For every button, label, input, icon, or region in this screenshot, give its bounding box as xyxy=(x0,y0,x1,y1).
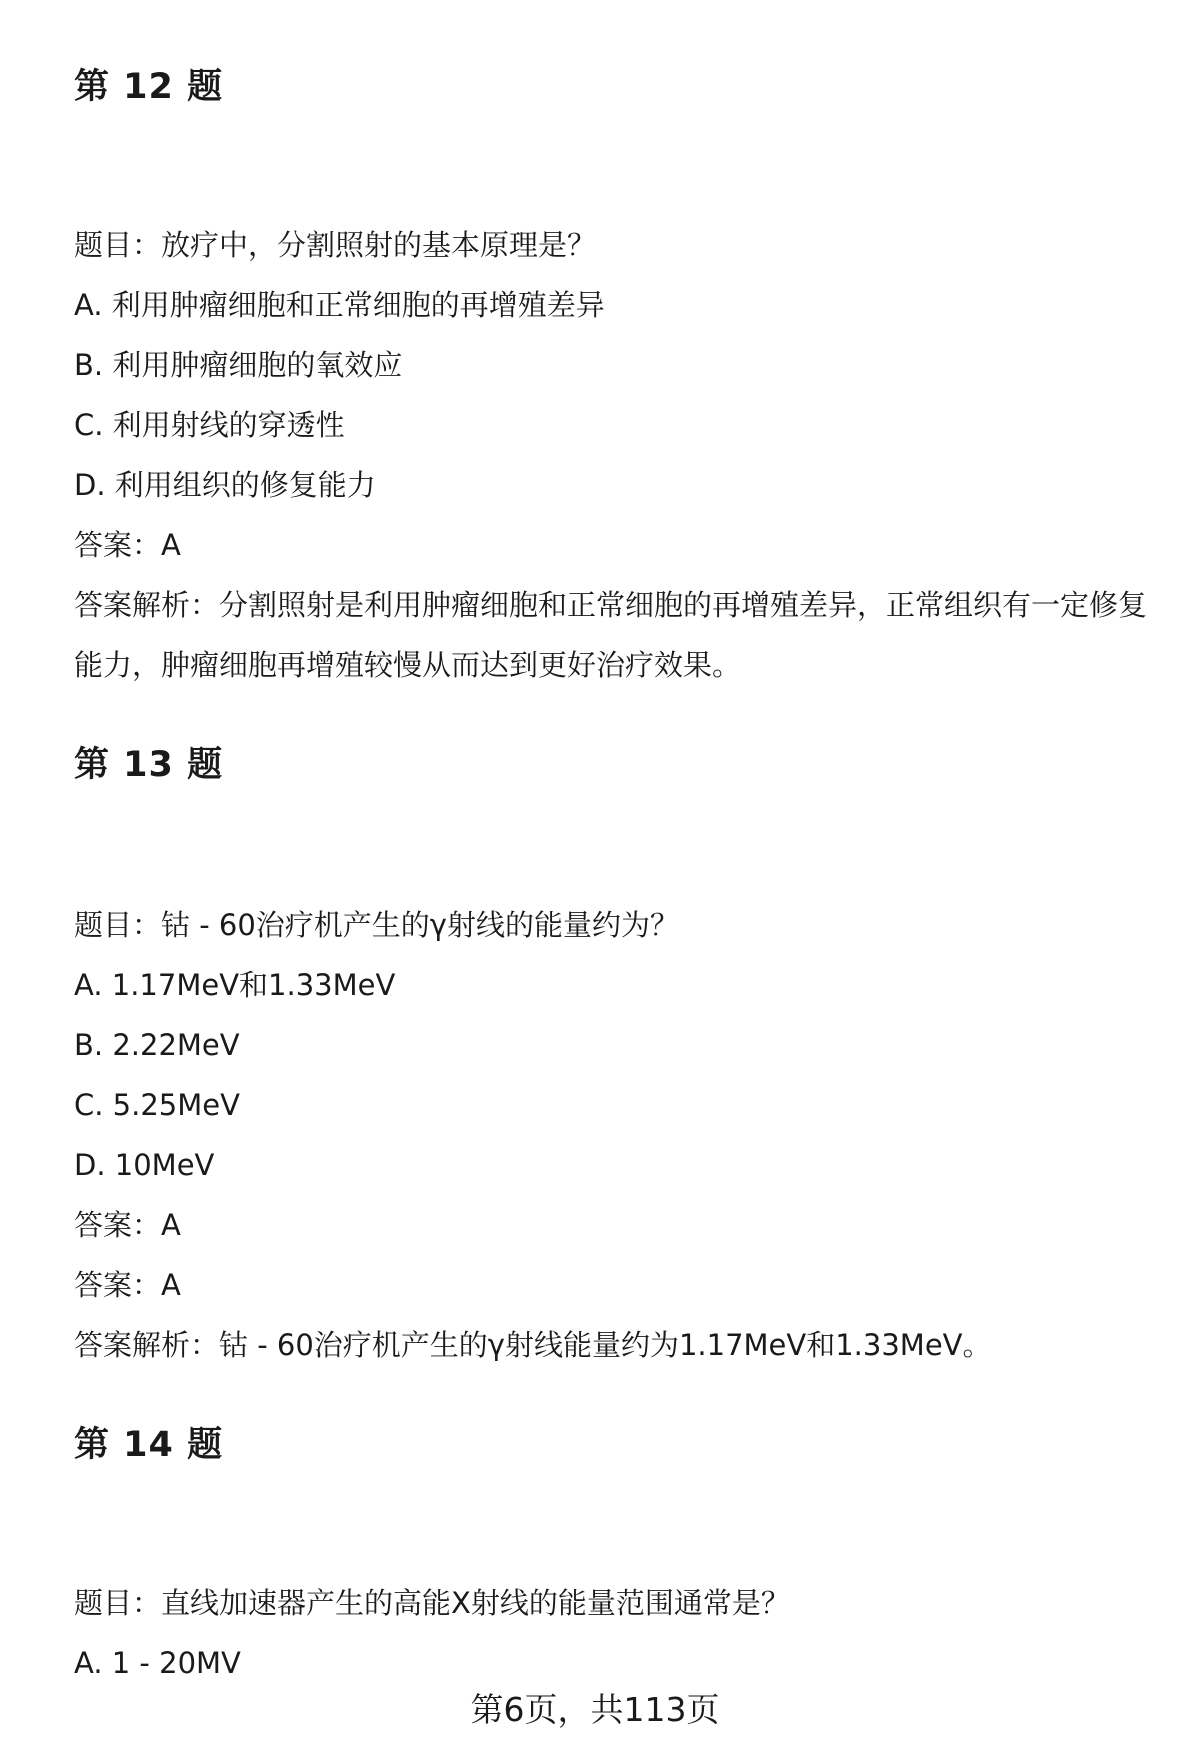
question-14-title: 第 14 题 xyxy=(74,1425,224,1465)
question-13-title: 第 13 题 xyxy=(74,745,224,785)
question-13-stem: 题目：钴 - 60治疗机产生的γ射线的能量约为？ xyxy=(74,908,679,942)
question-12-option-d: D. 利用组织的修复能力 xyxy=(74,468,376,502)
question-12-explanation: 答案解析：分割照射是利用肿瘤细胞和正常细胞的再增殖差异，正常组织有一定修复能力，肿瘤细胞再增殖较慢从而达到更好治疗效果。 xyxy=(74,588,1148,682)
question-13-answer: 答案：A xyxy=(74,1208,181,1242)
question-12-stem: 题目：放疗中，分割照射的基本原理是？ xyxy=(74,228,597,262)
page-number-footer: 第6页，共113页 xyxy=(470,1690,720,1729)
question-13-option-a: A. 1.17MeV和1.33MeV xyxy=(74,968,396,1002)
question-12-option-c: C. 利用射线的穿透性 xyxy=(74,408,345,442)
question-13-answer-repeat: 答案：A xyxy=(74,1268,181,1302)
question-14-stem: 题目：直线加速器产生的高能X射线的能量范围通常是？ xyxy=(74,1586,790,1620)
question-13-option-b: B. 2.22MeV xyxy=(74,1028,240,1062)
question-12-answer: 答案：A xyxy=(74,528,181,562)
question-12-option-b: B. 利用肿瘤细胞的氧效应 xyxy=(74,348,403,382)
question-12-title: 第 12 题 xyxy=(74,67,224,107)
question-13-explanation: 答案解析：钴 - 60治疗机产生的γ射线能量约为1.17MeV和1.33MeV。 xyxy=(74,1328,992,1362)
question-13-option-d: D. 10MeV xyxy=(74,1148,215,1182)
question-13-option-c: C. 5.25MeV xyxy=(74,1088,240,1122)
question-14-option-a: A. 1 - 20MV xyxy=(74,1646,241,1680)
question-12-option-a: A. 利用肿瘤细胞和正常细胞的再增殖差异 xyxy=(74,288,605,322)
